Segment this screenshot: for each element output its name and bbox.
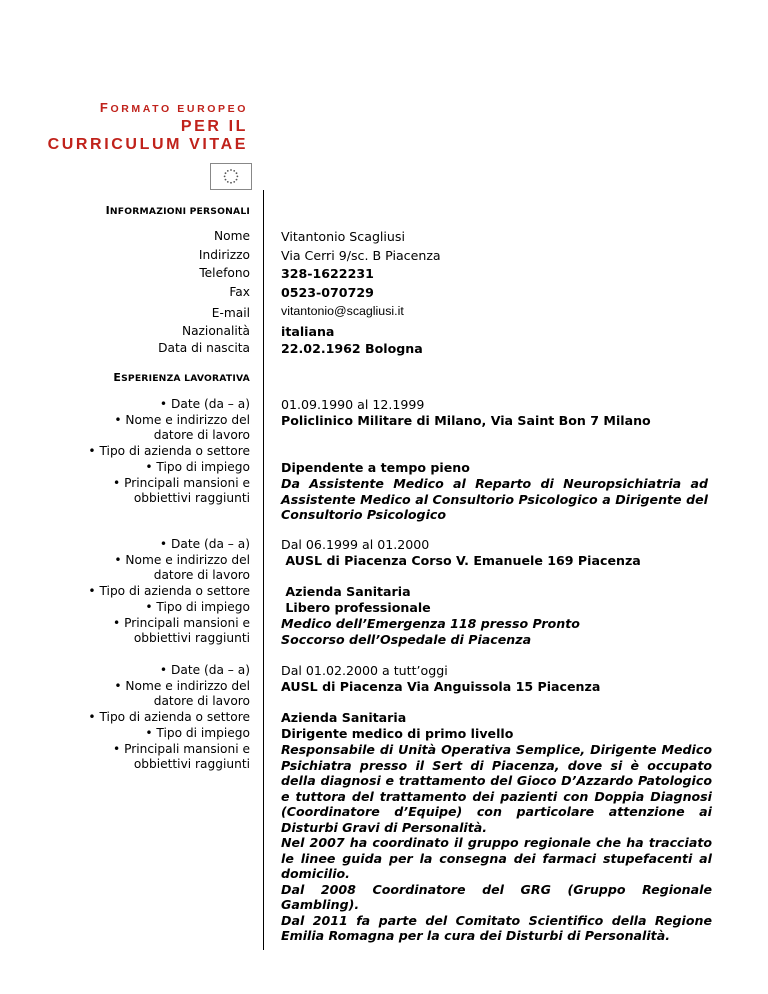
exp3-label-date: • Date (da – a) <box>159 663 250 677</box>
section-work-experience: ESPERIENZA LAVORATIVA <box>113 371 250 384</box>
exp3-label-duties-cont: obbiettivi raggiunti <box>133 757 250 771</box>
exp3-employer: AUSL di Piacenza Via Anguissola 15 Piacenza <box>281 679 601 694</box>
eu-flag-icon <box>210 163 252 190</box>
label-address: Indirizzo <box>198 248 250 262</box>
header-line-3: CURRICULUM VITAE <box>47 136 248 153</box>
column-divider <box>263 190 264 950</box>
exp1-label-employer: • Nome e indirizzo del <box>114 413 250 427</box>
section-personal-info: INFORMAZIONI PERSONALI <box>105 204 250 217</box>
exp3-label-employer-cont: datore di lavoro <box>153 694 250 708</box>
exp1-label-sector: • Tipo di azienda o settore <box>88 444 250 458</box>
exp1-label-date: • Date (da – a) <box>159 397 250 411</box>
exp3-label-employer: • Nome e indirizzo del <box>114 679 250 693</box>
exp2-duties: Medico dell’Emergenza 118 presso Pronto Soccorso dell’Ospedale di Piacenza <box>281 616 580 647</box>
exp2-employer: AUSL di Piacenza Corso V. Emanuele 169 Piacenza <box>281 553 641 568</box>
label-nationality: Nazionalità <box>181 324 250 338</box>
label-fax: Fax <box>229 285 250 299</box>
exp3-duties <box>281 742 712 944</box>
exp3-duties-paragraph-3: Dal 2008 Coordinatore del GRG (Gruppo Regionale Gambling). <box>281 881 712 912</box>
exp2-label-duties: • Principali mansioni e <box>113 616 250 630</box>
exp2-label-employer: • Nome e indirizzo del <box>114 553 250 567</box>
exp3-label-duties: • Principali mansioni e <box>113 742 250 756</box>
exp1-date: 01.09.1990 al 12.1999 <box>281 397 425 412</box>
exp1-label-employer-cont: datore di lavoro <box>153 428 250 442</box>
exp2-type: Libero professionale <box>281 600 431 615</box>
label-name: Nome <box>214 229 250 243</box>
exp2-label-type: • Tipo di impiego <box>145 600 250 614</box>
header-line-1: FORMATO EUROPEO <box>99 100 248 115</box>
exp1-label-duties-cont: obbiettivi raggiunti <box>133 491 250 505</box>
value-address: Via Cerri 9/sc. B Piacenza <box>281 248 441 263</box>
value-birth: 22.02.1962 Bologna <box>281 341 423 356</box>
exp3-type: Dirigente medico di primo livello <box>281 726 514 741</box>
exp3-duties-paragraph-4: Dal 2011 fa parte del Comitato Scientifico della Regione Emilia Romagna per la cura dei Disturbi di Personalità. <box>281 912 712 943</box>
exp1-label-duties: • Principali mansioni e <box>113 476 250 490</box>
exp2-label-sector: • Tipo di azienda o settore <box>88 584 250 598</box>
value-nationality: italiana <box>281 324 335 339</box>
exp1-type: Dipendente a tempo pieno <box>281 460 470 475</box>
exp1-employer: Policlinico Militare di Milano, Via Saint Bon 7 Milano <box>281 413 651 428</box>
value-phone: 328-1622231 <box>281 266 374 281</box>
value-fax: 0523-070729 <box>281 285 374 300</box>
exp3-label-sector: • Tipo di azienda o settore <box>88 710 250 724</box>
exp2-label-employer-cont: datore di lavoro <box>153 568 250 582</box>
label-email: E-mail <box>211 306 250 320</box>
exp2-date: Dal 06.1999 al 01.2000 <box>281 537 430 552</box>
label-birth: Data di nascita <box>158 341 250 355</box>
exp2-sector: Azienda Sanitaria <box>281 584 411 599</box>
value-name: Vitantonio Scagliusi <box>281 229 405 244</box>
exp1-duties: Da Assistente Medico al Reparto di Neuropsichiatria ad Assistente Medico al Consultorio Psicologico a Dirigente del Consultorio Psicologico <box>281 476 708 522</box>
exp3-duties-paragraph-1: Responsabile di Unità Operativa Semplice, Dirigente Medico Psichiatra presso il Sert di Piacenza, dove si è occupato della diagnosi e trattamento del Gioco D’Azzardo Patologico e tuttora del trattamento dei pazienti con Doppia Diagnosi (Coordinatore d’Equipe) con particolare attenzione ai Disturbi Gravi di Personalità. <box>281 742 712 835</box>
header-line-2: PER IL <box>180 118 248 135</box>
exp3-sector: Azienda Sanitaria <box>281 710 407 725</box>
exp2-label-duties-cont: obbiettivi raggiunti <box>133 631 250 645</box>
label-phone: Telefono <box>199 266 250 280</box>
exp3-duties-paragraph-2: Nel 2007 ha coordinato il gruppo regionale che ha tracciato le linee guida per la consegna dei farmaci stupefacenti al domicilio. <box>281 835 712 881</box>
exp3-date: Dal 01.02.2000 a tutt’oggi <box>281 663 448 678</box>
exp2-label-date: • Date (da – a) <box>159 537 250 551</box>
exp3-label-type: • Tipo di impiego <box>145 726 250 740</box>
value-email: vitantonio@scagliusi.it <box>281 304 404 318</box>
exp1-label-type: • Tipo di impiego <box>145 460 250 474</box>
